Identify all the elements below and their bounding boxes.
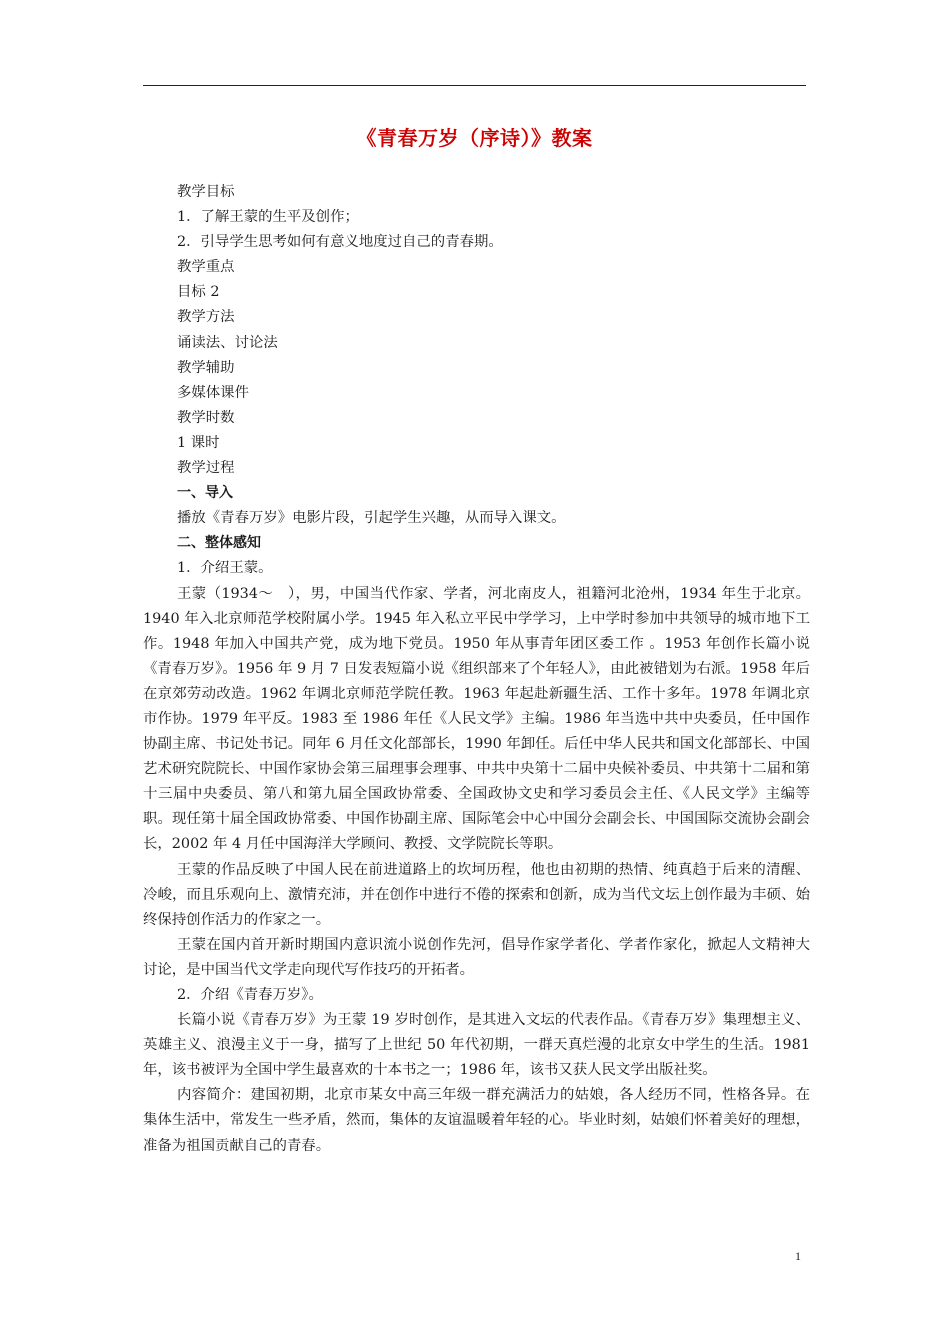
paragraph: 王蒙（1934～ ），男，中国当代作家、学者，河北南皮人，祖籍河北沧州，1934 年生于北京。1940 年入北京师范学校附属小学。1945 年入私立平民中学学习，上中学时参加中共领导的城市地下工作。1948 年加入中国共产党，成为地下党员。1950 年从事青年团区委工作 。1953 年创作长篇小说《青春万岁》。1956 年 9 月 7 日发表短篇小说《组织部来了个年轻人》，由此被错划为右派。1958 年后在京郊劳动改造。1962 年调北京师范学院任教。1963 年起赴新疆生活、工作十多年。1978 年调北京市作协。1979 年平反。1983 至 1986 年任《人民文学》主编。1986 年当选中共中央委员，任中国作协副主席、书记处书记。同年 6 月任文化部部长，1990 年卸任。后任中华人民共和国文化部部长、中国艺术研究院院长、中国作家协会第三届理事会理事、中共中央第十二届中央候补委员、中共第十二届和第十三届中央委员、第八和第九届全国政协常委、全国政协文史和学习委员会主任、《人民文学》主编等职。现任第十届全国政协常委、中国作协副主席、国际笔会中心中国分会副会长、中国国际交流协会副会长，2002 年 4 月任中国海洋大学顾问、教授、文学院院长等职。: [143, 585, 810, 853]
document-body: [143, 180, 810, 1159]
text-line: 多媒体课件: [177, 384, 249, 401]
paragraph: 王蒙的作品反映了中国人民在前进道路上的坎坷历程，他也由初期的热情、纯真趋于后来的清醒、冷峻，而且乐观向上、激情充沛，并在创作中进行不倦的探索和创新，成为当代文坛上创作最为丰硕、始终保持创作活力的作家之一。: [143, 861, 810, 928]
text-line: 2．引导学生思考如何有意义地度过自己的青春期。: [177, 234, 503, 251]
text-line: 1 课时: [177, 434, 220, 451]
text-line: 教学方法: [177, 309, 235, 326]
section-heading: 一、导入: [177, 485, 233, 502]
text-line: 教学重点: [177, 259, 235, 276]
text-line: 诵读法、讨论法: [177, 334, 278, 351]
text-line: 教学过程: [177, 460, 235, 477]
text-line: 教学目标: [177, 184, 235, 200]
text-line: 1．了解王蒙的生平及创作；: [177, 209, 359, 226]
header-rule: [143, 85, 806, 86]
text-line: 目标 2: [177, 284, 220, 301]
text-line: 播放《青春万岁》电影片段，引起学生兴趣，从而导入课文。: [177, 510, 566, 527]
page-number: 1: [795, 1249, 801, 1263]
text-line: 1．介绍王蒙。: [177, 560, 273, 577]
text-line: 2．介绍《青春万岁》。: [177, 987, 323, 1003]
text-line: 教学时数: [177, 409, 235, 426]
text-line: 教学辅助: [177, 359, 235, 376]
section-heading: 二、整体感知: [177, 535, 261, 552]
paragraph: 长篇小说《青春万岁》为王蒙 19 岁时创作，是其进入文坛的代表作品。《青春万岁》集理想主义、英雄主义、浪漫主义于一身，描写了上世纪 50 年代初期，一群天真烂漫的北京女中学生的生活。1981 年，该书被评为全国中学生最喜欢的十本书之一；1986 年，该书又获人民文学出版社奖。: [143, 1012, 810, 1079]
paragraph: 内容简介：建国初期，北京市某女中高三年级一群充满活力的姑娘，各人经历不同，性格各异。在集体生活中，常发生一些矛盾，然而，集体的友谊温暖着年轻的心。毕业时刻，姑娘们怀着美好的理想，准备为祖国贡献自己的青春。: [143, 1087, 810, 1154]
paragraph: 王蒙在国内首开新时期国内意识流小说创作先河，倡导作家学者化、学者作家化，掀起人文精神大讨论，是中国当代文学走向现代写作技巧的开拓者。: [143, 936, 810, 978]
document-title: 《青春万岁（序诗）》教案: [356, 126, 593, 150]
